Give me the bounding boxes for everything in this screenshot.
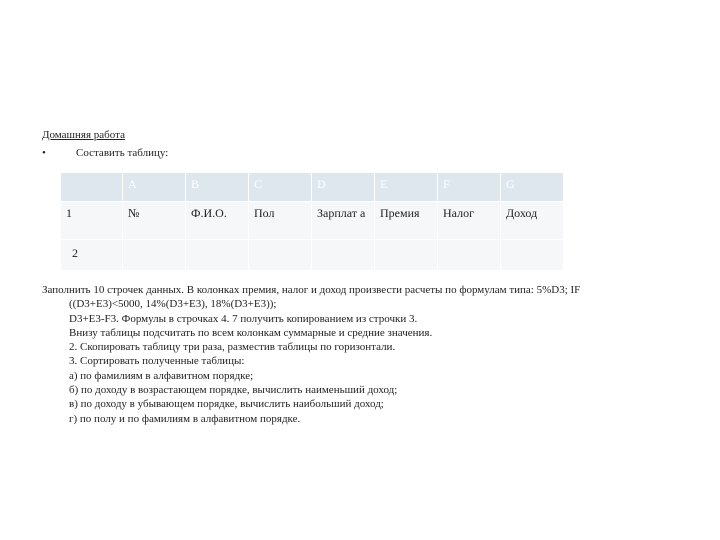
instruction-line: D3+E3-F3. Формулы в строчках 4. 7 получить копированием из строчки 3.: [69, 312, 418, 325]
header-cell: C: [249, 173, 312, 202]
table-cell: [501, 240, 564, 271]
bullet-text: Составить таблицу:: [76, 147, 169, 159]
bullet-item: [42, 147, 168, 159]
table-cell: Зарплат а: [312, 202, 375, 240]
instruction-line: ((D3+E3)<5000, 14%(D3+E3), 18%(D3+E3));: [69, 298, 277, 311]
table-cell: Пол: [249, 202, 312, 240]
table-row: [61, 202, 564, 240]
table-cell: [312, 240, 375, 271]
instruction-line: Внизу таблицы подсчитать по всем колонкам суммарные и средние значения.: [69, 326, 433, 339]
instruction-line: 3. Сортировать полученные таблицы:: [69, 355, 245, 368]
table-cell: [186, 240, 249, 271]
instruction-line: в) по доходу в убывающем порядке, вычислить наибольший доход;: [69, 398, 384, 411]
instruction-line: Заполнить 10 строчек данных. В колонках премия, налог и доход произвести расчеты по формулам типа: 5%D3; IF: [42, 284, 581, 296]
instructions-text: [42, 283, 682, 426]
table-row: [61, 240, 564, 271]
table-cell: Премия: [375, 202, 438, 240]
header-cell: E: [375, 173, 438, 202]
table-cell: [61, 240, 123, 271]
instruction-line: г) по полу и по фамилиям в алфавитном порядке.: [69, 412, 301, 425]
table-cell: [123, 240, 186, 271]
homework-heading: Домашняя работа: [42, 129, 125, 141]
table-cell: Ф.И.О.: [186, 202, 249, 240]
table-cell: №: [123, 202, 186, 240]
table-cell: [375, 240, 438, 271]
data-table: [60, 172, 564, 271]
header-cell: G: [501, 173, 564, 202]
header-cell: D: [312, 173, 375, 202]
table-header-row: [61, 173, 564, 202]
instruction-line: 2. Скопировать таблицу три раза, разместив таблицы по горизонтали.: [69, 341, 396, 354]
instruction-line: б) по доходу в возрастающем порядке, вычислить наименьший доход;: [69, 384, 398, 397]
header-cell: A: [123, 173, 186, 202]
table-cell: Доход: [501, 202, 564, 240]
instruction-line: а) по фамилиям в алфавитном порядке;: [69, 369, 254, 382]
table-cell: [249, 240, 312, 271]
row-number: 2: [72, 246, 78, 260]
bullet-symbol: •: [42, 147, 46, 159]
header-cell: [61, 173, 123, 202]
header-cell: F: [438, 173, 501, 202]
header-cell: B: [186, 173, 249, 202]
table-cell: 1: [61, 202, 123, 240]
table-cell: [438, 240, 501, 271]
table-cell: Налог: [438, 202, 501, 240]
